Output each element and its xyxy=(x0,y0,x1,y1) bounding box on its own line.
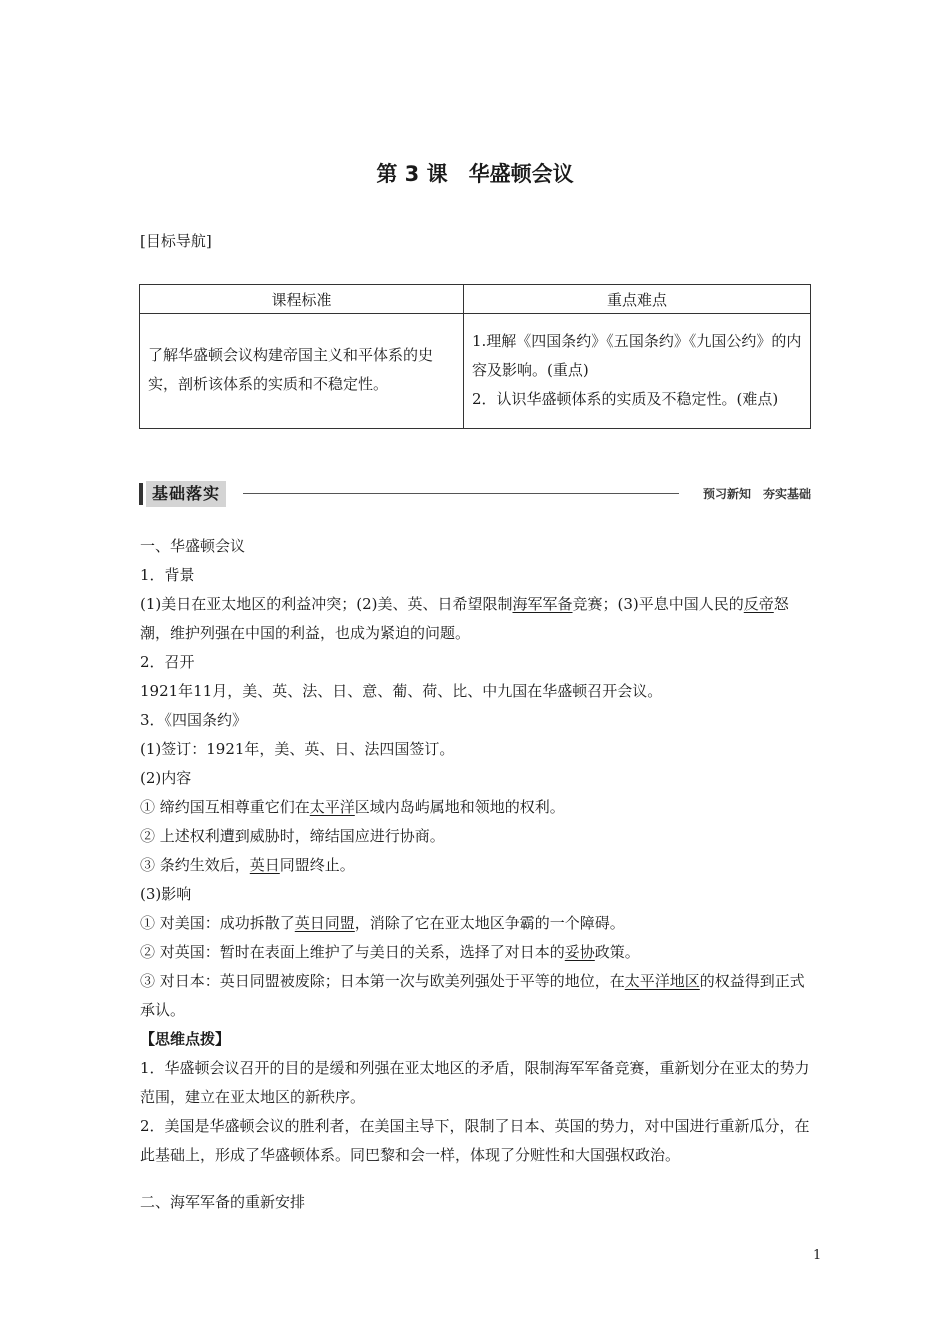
text-span: 区域内岛屿属地和领地的权利。 xyxy=(354,798,565,816)
underlined-term: 英日同盟 xyxy=(294,914,355,932)
table-header-row xyxy=(140,285,811,314)
impact-item xyxy=(140,938,812,967)
section-banner-subtitle: 预习新知 夯实基础 xyxy=(702,487,811,501)
course-standard-cell xyxy=(140,314,464,429)
text-span: 竞赛；(3)平息中国人民的 xyxy=(572,595,744,613)
text-span: ① 对美国：成功拆散了 xyxy=(140,914,295,932)
impact-item xyxy=(140,967,812,1025)
thinking-tip-item: 2．美国是华盛顿会议的胜利者，在美国主导下，限制了日本、英国的势力，对中国进行重新瓜分，在此基础上，形成了华盛顿体系。同巴黎和会一样，体现了分赃性和大国强权政治。 xyxy=(140,1117,810,1164)
convening-title: 2．召开 xyxy=(140,653,195,671)
underlined-term: 太平洋 xyxy=(309,798,355,816)
underlined-term: 妥协 xyxy=(564,943,595,961)
text-span: ，消除了它在亚太地区争霸的一个障碍。 xyxy=(354,914,625,932)
key-point-item: 2．认识华盛顿体系的实质及不稳定性。(难点) xyxy=(472,389,779,408)
background-text xyxy=(140,590,812,648)
underlined-term: 太平洋地区 xyxy=(624,972,700,990)
section-heading-2: 二、海军军备的重新安排 xyxy=(140,1193,306,1211)
text-span: ③ 对日本：英日同盟被废除；日本第一次与欧美列强处于平等的地位，在 xyxy=(140,972,625,990)
section-banner-rule xyxy=(243,493,679,494)
page-title: 第 3 课 华盛顿会议 xyxy=(376,162,574,186)
text-span: (1)美日在亚太地区的利益冲突；(2)美、英、日希望限制 xyxy=(140,595,513,613)
main-content xyxy=(140,532,812,1217)
convening-text: 1921年11月，美、英、法、日、意、葡、荷、比、中九国在华盛顿召开会议。 xyxy=(140,682,663,700)
impact-item xyxy=(140,909,812,938)
key-points-cell xyxy=(464,314,811,429)
underlined-term: 英日 xyxy=(249,856,280,874)
thinking-tip-title: 【思维点拨】 xyxy=(140,1030,231,1048)
section-banner xyxy=(139,481,811,507)
text-span: ③ 条约生效后， xyxy=(140,856,250,874)
underlined-term: 反帝 xyxy=(743,595,774,613)
text-span: 怒潮，维护列强在中国的利益，也成为紧迫的问题。 xyxy=(140,595,789,642)
signing-text: (1)签订：1921年，美、英、日、法四国签订。 xyxy=(140,740,455,758)
content-item xyxy=(140,851,812,880)
content-item: ② 上述权利遭到威胁时，缔结国应进行协商。 xyxy=(140,827,445,845)
goals-table xyxy=(139,284,811,429)
section-banner-bar xyxy=(139,483,143,505)
text-span: 同盟终止。 xyxy=(279,856,355,874)
text-span: 的权益得到正式承认。 xyxy=(140,972,805,1019)
text-span: ① 缔约国互相尊重它们在 xyxy=(140,798,310,816)
goal-nav-label: [目标导航] xyxy=(140,232,212,250)
underlined-term: 海军军备 xyxy=(512,595,573,613)
background-title: 1．背景 xyxy=(140,566,195,584)
impact-title: (3)影响 xyxy=(140,885,192,903)
table-row xyxy=(140,314,811,429)
key-point-item: 1.理解《四国条约》《五国条约》《九国公约》的内容及影响。(重点) xyxy=(472,331,802,379)
table-header-key-points: 重点难点 xyxy=(464,285,811,314)
treaty-title: 3．《四国条约》 xyxy=(140,711,248,729)
section-banner-title: 基础落实 xyxy=(146,481,226,507)
text-span: ② 对英国：暂时在表面上维护了与美日的关系，选择了对日本的 xyxy=(140,943,565,961)
table-header-standard: 课程标准 xyxy=(140,285,464,314)
text-span: 政策。 xyxy=(594,943,640,961)
section-heading-1: 一、华盛顿会议 xyxy=(140,537,246,555)
thinking-tip-item: 1．华盛顿会议召开的目的是缓和列强在亚太地区的矛盾，限制海军军备竞赛，重新划分在亚太的势力范围，建立在亚太地区的新秩序。 xyxy=(140,1059,810,1106)
content-title: (2)内容 xyxy=(140,769,192,787)
page-number: 1 xyxy=(813,1248,822,1263)
content-item xyxy=(140,793,812,822)
course-standard-text: 了解华盛顿会议构建帝国主义和平体系的史实，剖析该体系的实质和不稳定性。 xyxy=(148,346,434,393)
